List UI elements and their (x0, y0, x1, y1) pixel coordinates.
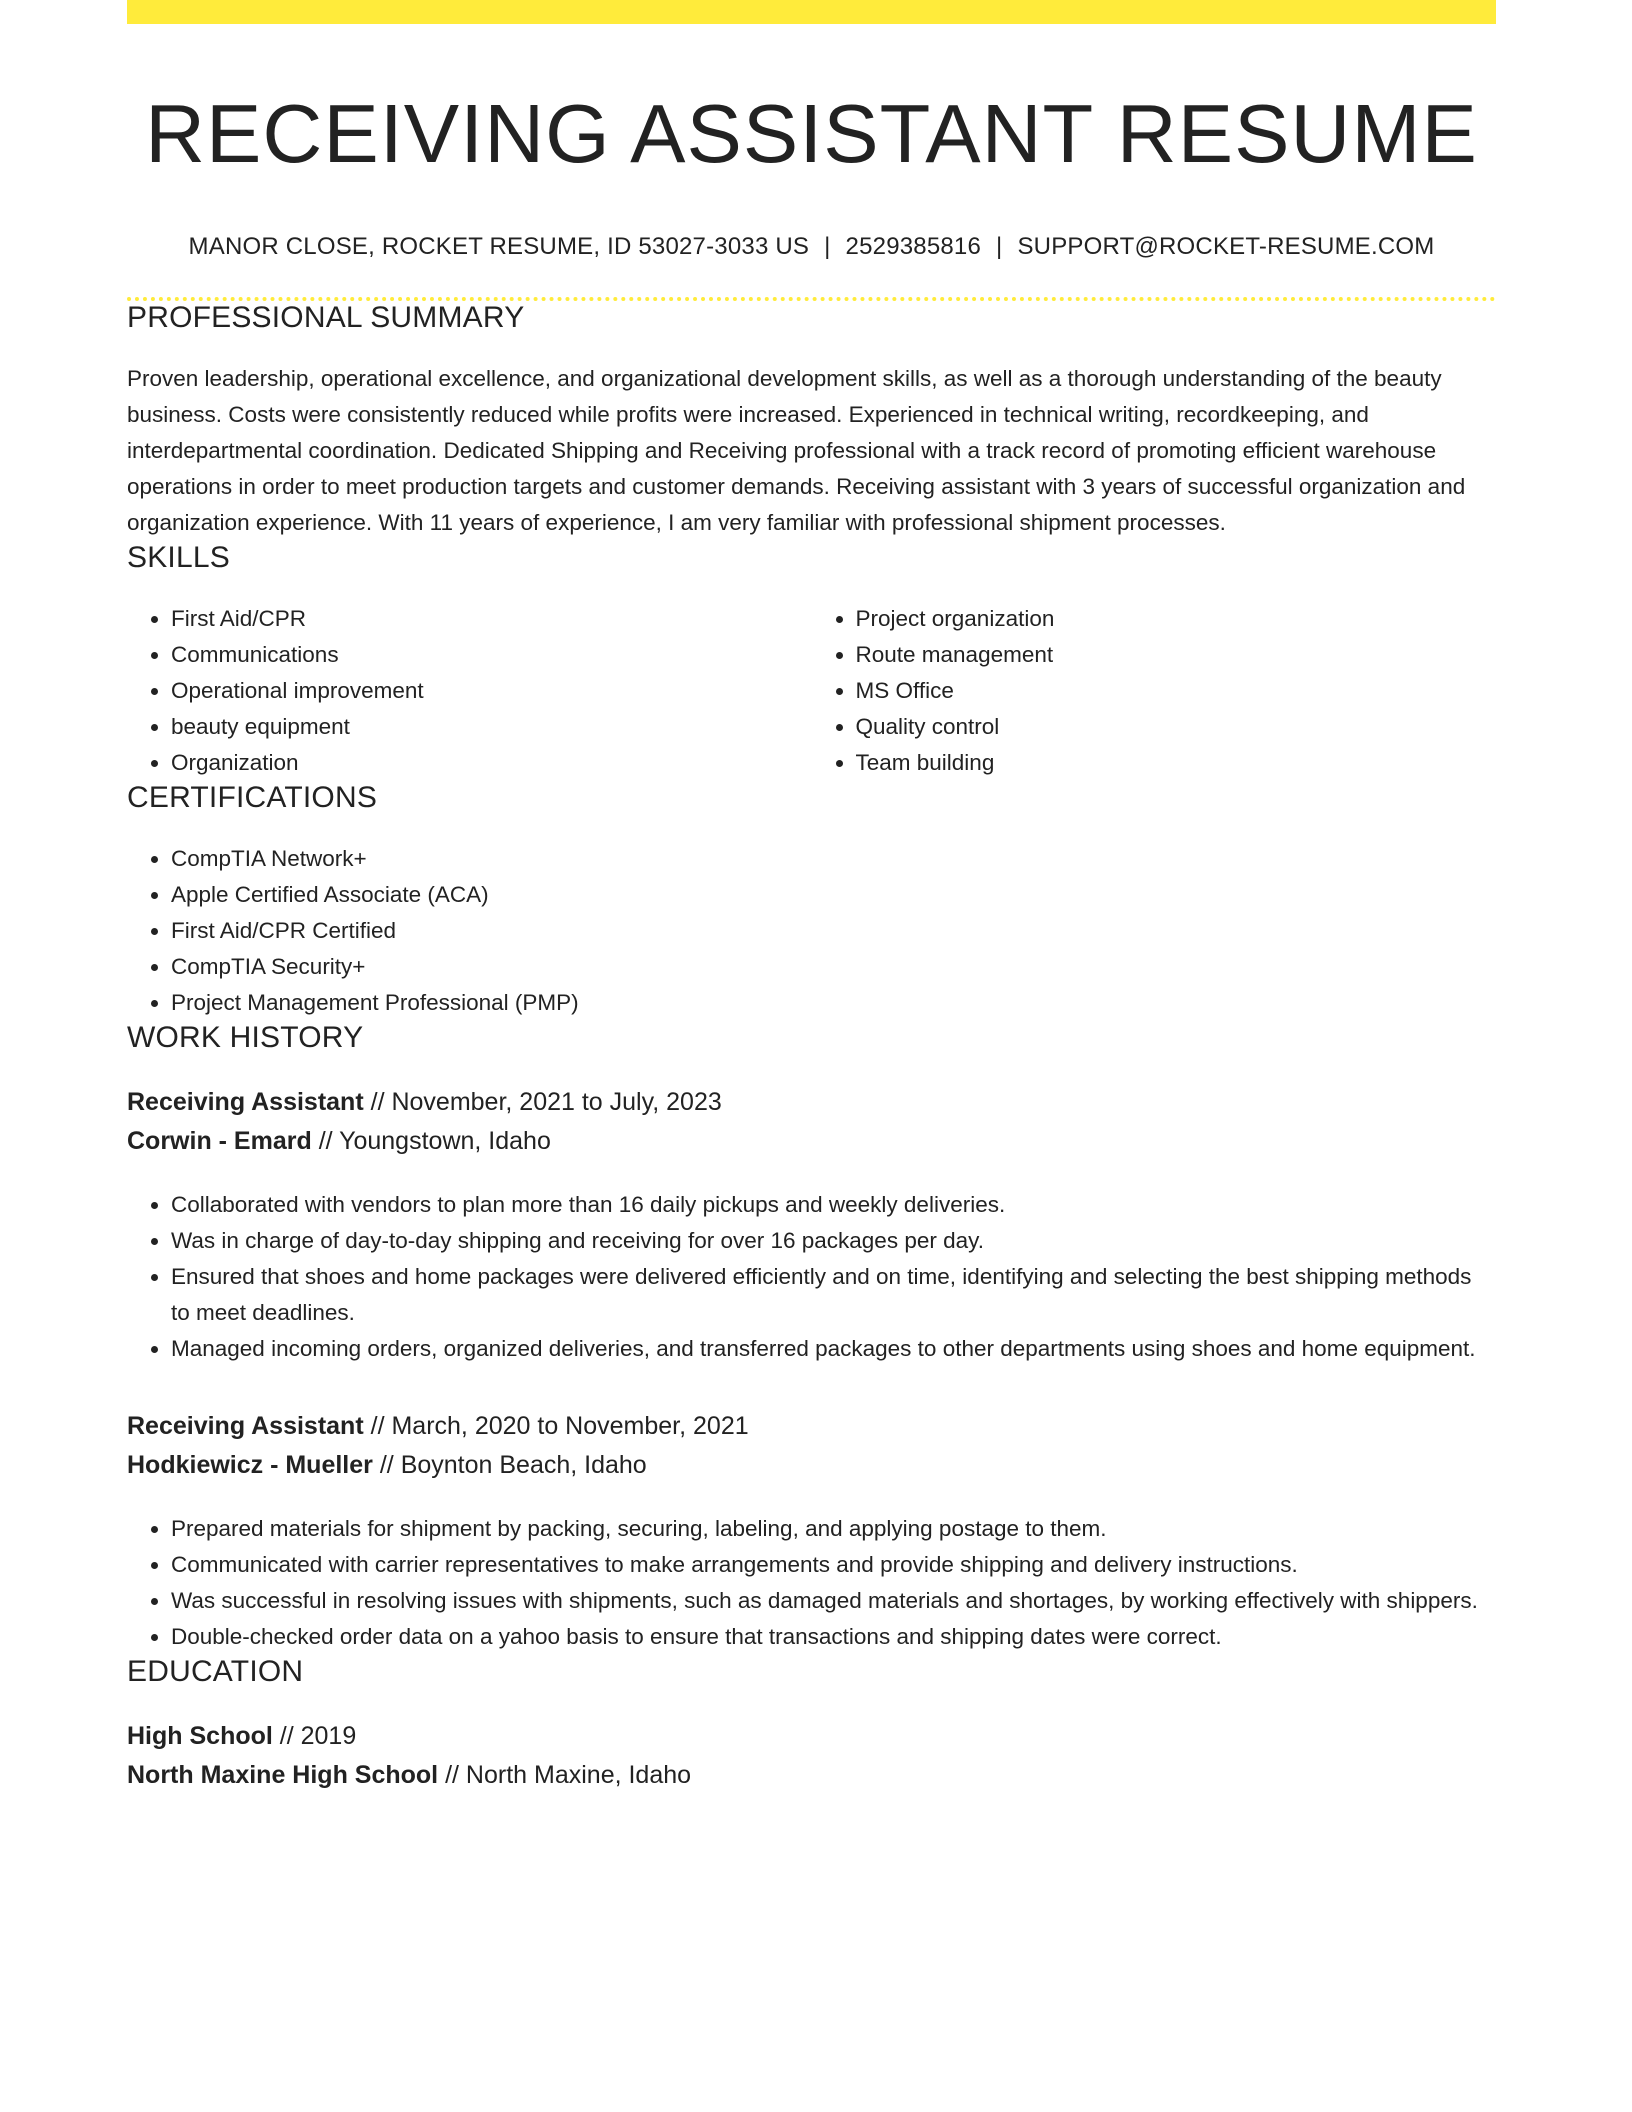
work-history-heading: WORK HISTORY (127, 1021, 364, 1055)
certification-item: • Apple Certified Associate (ACA) (171, 877, 1496, 913)
education-separator: // (438, 1761, 466, 1790)
certifications-list (127, 841, 1496, 1021)
job-duty: • Was in charge of day-to-day shipping and receiving for over 16 packages per day. (171, 1223, 1496, 1259)
job-company: Hodkiewicz - Mueller (127, 1451, 373, 1480)
education-heading: EDUCATION (127, 1655, 304, 1689)
job-location: Boynton Beach, Idaho (400, 1451, 647, 1480)
job-company-line (127, 1122, 1496, 1161)
skill-item: • First Aid/CPR (171, 601, 812, 637)
job-entry (127, 1083, 1496, 1367)
job-duty: • Prepared materials for shipment by packing, securing, labeling, and applying postage to them. (171, 1511, 1496, 1547)
skills-list-right (812, 601, 1497, 781)
skill-item: • Route management (856, 637, 1497, 673)
job-separator: // (311, 1127, 340, 1156)
education-school-line (127, 1756, 1496, 1795)
contact-separator: | (996, 233, 1003, 261)
contact-email: SUPPORT@ROCKET-RESUME.COM (1017, 233, 1435, 261)
contact-address: MANOR CLOSE, ROCKET RESUME, ID 53027-3033 US (188, 233, 810, 261)
job-company: Corwin - Emard (127, 1127, 312, 1156)
skills-list-left (127, 601, 812, 781)
job-title-line (127, 1083, 1496, 1122)
resume-title: RECEIVING ASSISTANT RESUME (145, 87, 1478, 180)
job-duties-list (127, 1187, 1496, 1367)
top-accent-bar (127, 0, 1496, 24)
job-role: Receiving Assistant (127, 1088, 364, 1117)
certification-item: • First Aid/CPR Certified (171, 913, 1496, 949)
job-title-line (127, 1407, 1496, 1446)
job-role: Receiving Assistant (127, 1412, 364, 1441)
skill-item: • Communications (171, 637, 812, 673)
job-duties-list (127, 1511, 1496, 1655)
job-separator: // (363, 1088, 392, 1117)
certification-item: • Project Management Professional (PMP) (171, 985, 1496, 1021)
contact-separator: | (824, 233, 831, 261)
education-separator: // (272, 1722, 301, 1751)
job-duty: • Collaborated with vendors to plan more than 16 daily pickups and weekly deliveries. (171, 1187, 1496, 1223)
certifications-heading: CERTIFICATIONS (127, 781, 378, 815)
education-degree-line (127, 1717, 1496, 1756)
summary-heading: PROFESSIONAL SUMMARY (127, 301, 525, 335)
skill-item: • Project organization (856, 601, 1497, 637)
skills-heading: SKILLS (127, 541, 230, 575)
job-company-line (127, 1446, 1496, 1485)
resume-page (127, 0, 1496, 1795)
contact-phone: 2529385816 (845, 233, 982, 261)
job-location: Youngstown, Idaho (339, 1127, 551, 1156)
summary-text: Proven leadership, operational excellence, and organizational development skills, as well as a thorough understanding of the beauty business. Costs were consistently reduced while profits were increased. Experienced in technical writing, recordkeeping, and interdepartmental coordination. Dedicated Shipping and Receiving professional with a track record of promoting efficient warehouse operations in order to meet production targets and customer demands. Receiving assistant with 3 years of successful organization and organization experience. With 11 years of experience, I am very familiar with professional shipment processes. (127, 366, 1466, 536)
certification-item: • CompTIA Network+ (171, 841, 1496, 877)
skill-item: • Organization (171, 745, 812, 781)
certification-item: • CompTIA Security+ (171, 949, 1496, 985)
job-duty: • Ensured that shoes and home packages were delivered efficiently and on time, identifying and selecting the best shipping methods to meet deadlines. (171, 1259, 1496, 1331)
contact-line (127, 233, 1496, 261)
skills-columns (127, 575, 1496, 781)
job-separator: // (372, 1451, 401, 1480)
skill-item: • Team building (856, 745, 1497, 781)
job-duty: • Communicated with carrier representatives to make arrangements and provide shipping and delivery instructions. (171, 1547, 1496, 1583)
job-dates: March, 2020 to November, 2021 (391, 1412, 749, 1441)
education-degree: High School (127, 1722, 273, 1751)
job-duty: • Was successful in resolving issues with shipments, such as damaged materials and shortages, by working effectively with shippers. (171, 1583, 1496, 1619)
job-duty: • Managed incoming orders, organized deliveries, and transferred packages to other departments using shoes and home equipment. (171, 1331, 1496, 1367)
skill-item: • MS Office (856, 673, 1497, 709)
skill-item: • Quality control (856, 709, 1497, 745)
job-entry (127, 1407, 1496, 1655)
education-school: North Maxine High School (127, 1761, 439, 1790)
skill-item: • beauty equipment (171, 709, 812, 745)
job-dates: November, 2021 to July, 2023 (391, 1088, 722, 1117)
education-year: 2019 (300, 1722, 357, 1751)
job-separator: // (363, 1412, 392, 1441)
education-location: North Maxine, Idaho (465, 1761, 692, 1790)
skill-item: • Operational improvement (171, 673, 812, 709)
job-duty: • Double-checked order data on a yahoo basis to ensure that transactions and shipping dates were correct. (171, 1619, 1496, 1655)
